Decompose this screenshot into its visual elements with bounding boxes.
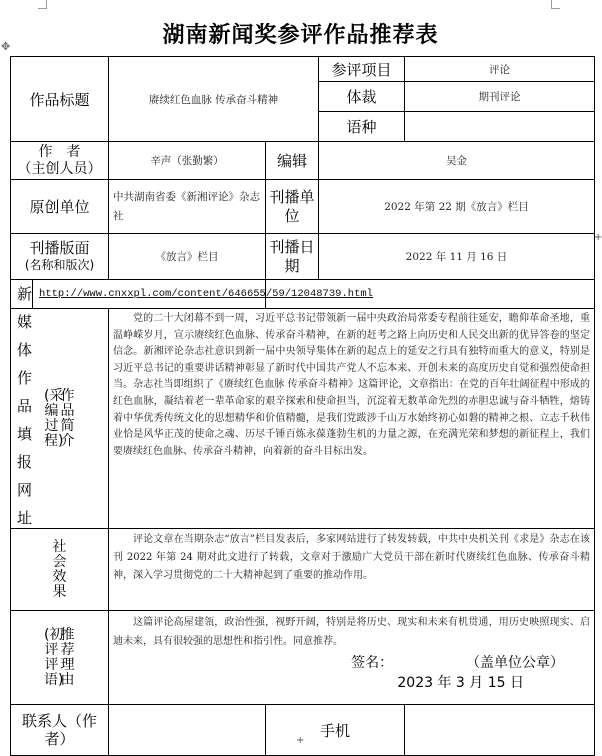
intro-label-col-2: 作品简介 bbox=[60, 387, 75, 449]
nomination-form-table bbox=[10, 56, 595, 756]
work-title-label: 作品标题 bbox=[11, 57, 109, 142]
genre-label: 体裁 bbox=[319, 82, 405, 112]
publish-page-label-main: 刊播版面 bbox=[29, 238, 90, 257]
recommend-label bbox=[11, 611, 109, 705]
contact-label: 联系人（作者） bbox=[11, 705, 109, 756]
genre-value[interactable]: 期刊评论 bbox=[405, 82, 595, 112]
margin-corner-top-right bbox=[551, 0, 560, 9]
signature-label: 签名： bbox=[351, 655, 394, 671]
form-title: 湖南新闻奖参评作品推荐表 bbox=[162, 23, 439, 48]
recommend-cell bbox=[109, 611, 595, 705]
margin-corner-top-left bbox=[38, 0, 47, 9]
table-add-column-icon[interactable]: + bbox=[594, 232, 602, 243]
table-move-handle-icon[interactable]: ✥ bbox=[1, 40, 11, 53]
language-value[interactable] bbox=[405, 112, 595, 142]
author-label-sub: （主创人员） bbox=[17, 160, 102, 177]
recommend-label-col-2: 推荐理由 bbox=[60, 626, 75, 688]
publish-unit-value[interactable]: 2022 年第 22 期《放言》栏目 bbox=[319, 180, 595, 234]
author-label-main: 作 者 bbox=[38, 143, 81, 160]
publish-page-label-sub: (名称和版次) bbox=[24, 257, 95, 272]
publish-unit-label: 刊播单位 bbox=[266, 180, 319, 234]
sign-date[interactable]: 2023 年 3 月 15 日 bbox=[397, 675, 524, 691]
phone-value[interactable] bbox=[405, 705, 595, 756]
effect-label bbox=[11, 529, 109, 611]
effect-label-text: 社会效果 bbox=[52, 538, 67, 600]
recommend-label-col-1: (初评评语) bbox=[44, 626, 64, 688]
recommend-text[interactable]: 这篇评论高屋建瓴，政治性强，视野开阔，特别是将历史、现实和未来有机贯通，用历史映照现实、启迪未来，具有很较强的思想性和指引性。同意推荐。 bbox=[113, 617, 590, 647]
signature-line bbox=[109, 653, 594, 673]
category-value[interactable]: 评论 bbox=[405, 57, 595, 82]
table-add-row-icon[interactable]: + bbox=[296, 735, 305, 746]
work-title-value[interactable]: 赓续红色血脉 传承奋斗精神 bbox=[109, 57, 319, 142]
effect-text[interactable]: 评论文章在当期杂志“放言”栏目发表后，多家网站进行了转发转载，中共中央机关刊《求是》杂志在该刊 2022 年第 24 期对此文进行了转载，文章对于激励广大党员干部在新时代赓续红色血脉、传承奋斗精神，深入学习贯彻党的二十大精神起到了重要的推动作用。 bbox=[109, 529, 595, 611]
category-label: 参评项目 bbox=[319, 57, 405, 82]
author-value[interactable]: 辛声（张勤繁） bbox=[109, 142, 266, 180]
seal-label: （盖单位公章） bbox=[466, 655, 564, 671]
author-label bbox=[11, 142, 109, 180]
new-media-url-link[interactable]: http://www.cnxxpl.com/content/646655/59/12048739.html bbox=[39, 288, 373, 300]
publish-page-value[interactable]: 《放言》栏目 bbox=[109, 234, 266, 280]
publish-date-label: 刊播日期 bbox=[266, 234, 319, 280]
original-unit-value[interactable]: 中共湖南省委《新湘评论》杂志社 bbox=[109, 180, 266, 234]
new-media-url-label: 新媒体作品填报网址 bbox=[11, 280, 33, 308]
editor-label: 编辑 bbox=[266, 142, 319, 180]
intro-label-col-1: (采编过程) bbox=[44, 387, 64, 449]
intro-text[interactable]: 党的二十大闭幕不到一周，习近平总书记带领新一届中央政治局常委专程前往延安，瞻仰革命圣地，重温峥嵘岁月，宣示赓续红色血脉、传承奋斗精神，在新的赶考之路上向历史和人民交出新的优异答卷的坚定信念。新湘评论杂志社意识到新一届中央领导集体在新的起点上的延安之行具有独特而重大的意义，特别是习近平总书记的重要讲话精神彰显了新时代中国共产党人不忘本来、开创未来的高度历史自觉和强烈使命担当。杂志社当即组织了《赓续红色血脉 传承奋斗精神》这篇评论，文章指出：在党的百年壮阔征程中形成的红色血脉，凝结着老一辈革命家的艰辛探索和使命担当，沉淀着无数革命先烈的赤胆忠诚与奋斗牺牲，熔铸着中华优秀传统文化的思想精华和价值精髓，是我们党跋涉千山万水始终初心如磐的精神之根、立志千秋伟业恰是风华正茂的使命之魂、历尽千锤百炼永葆蓬勃生机的力量之源，在充满光荣和梦想的新征程上，我们要赓续红色血脉、传承奋斗精神，向着新的奋斗目标出发。 bbox=[109, 309, 595, 529]
editor-value[interactable]: 吴金 bbox=[319, 142, 595, 180]
original-unit-label: 原创单位 bbox=[11, 180, 109, 234]
contact-value[interactable] bbox=[109, 705, 266, 756]
publish-date-value[interactable]: 2022 年 11 月 16 日 bbox=[319, 234, 595, 280]
language-label: 语种 bbox=[319, 112, 405, 142]
publish-page-label bbox=[11, 234, 109, 280]
phone-label: 手机 bbox=[266, 705, 405, 756]
